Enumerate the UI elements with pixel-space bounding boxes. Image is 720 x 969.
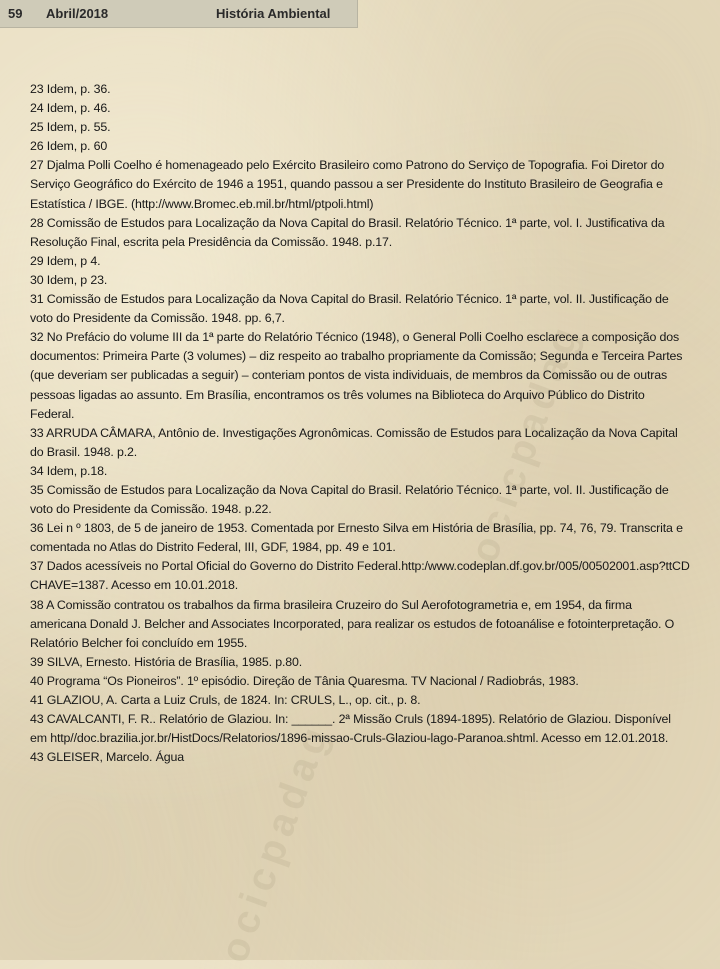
footnote: 38 A Comissão contratou os trabalhos da firma brasileira Cruzeiro do Sul Aerofotogrametria e, em 1954, da firma americana Donald J. Belcher and Associates Incorporated, para realizar os estudos de fotoanálise e fotointerpretação. O Relatório Belcher foi concluído em 1955. [30, 597, 675, 650]
footnote: 33 ARRUDA CÂMARA, Antônio de. Investigações Agronômicas. Comissão de Estudos para Localização da Nova Capital do Brasil. 1948. p.2. [30, 425, 678, 459]
footnote: 32 No Prefácio do volume III da 1ª parte do Relatório Técnico (1948), o General Polli Coelho esclarece a composição dos documentos: Primeira Parte (3 volumes) – diz respeito ao trabalho propriamente da Comissão; Segunda e Terceira Partes (que deveriam ser publicadas a seguir) – conteriam pontos de vista individuais, de membros da Comissão ou de outras pessoas ligadas ao assunto. Em Brasília, encontramos os três volumes na Biblioteca do Arquivo Público do Distrito Federal. [30, 330, 683, 421]
footnote: 30 Idem, p 23. [30, 272, 108, 287]
footnote: 27 Djalma Polli Coelho é homenageado pelo Exército Brasileiro como Patrono do Serviço de Topografia. Foi Diretor do Serviço Geográfico do Exército de 1946 a 1951, quando passou a ser Presidente do Instituto Brasileiro de Geografia e Estatística / IBGE. (http://www.Bromec.eb.mil.br/html/ptpoli.html) [30, 158, 665, 211]
footnote: 39 SILVA, Ernesto. História de Brasília, 1985. p.80. [30, 654, 303, 669]
footnote: 23 Idem, p. 36. [30, 82, 111, 96]
footnotes-list [30, 80, 690, 767]
footnote: 40 Programa “Os Pioneiros”. 1º episódio. Direção de Tânia Quaresma. TV Nacional / Radiobrás, 1983. [30, 673, 579, 688]
footnote: 31 Comissão de Estudos para Localização da Nova Capital do Brasil. Relatório Técnico. 1ª parte, vol. II. Justificação de voto do Presidente da Comissão. 1948. pp. 6,7. [30, 292, 669, 326]
section-title: História Ambiental [216, 6, 331, 21]
footnote: 34 Idem, p.18. [30, 463, 108, 478]
footnote: 29 Idem, p 4. [30, 253, 101, 268]
background-watermark: ocicpadag [461, 316, 590, 569]
background-watermark: ocicpadag [211, 716, 340, 969]
footnote: 25 Idem, p. 55. [30, 120, 111, 135]
footnote: 36 Lei n º 1803, de 5 de janeiro de 1953. Comentada por Ernesto Silva em História de Brasília, pp. 74, 76, 79. Transcrita e comentada no Atlas do Distrito Federal, III, GDF, 1984, pp. 49 e 101. [30, 521, 683, 555]
footnote: 43 GLEISER, Marcelo. Água [30, 750, 184, 765]
footnote: 37 Dados acessíveis no Portal Oficial do Governo do Distrito Federal.http:/www.codeplan.df.gov.br/005/00502001.asp?ttCD CHAVE=1387. Acesso em 10.01.2018. [30, 559, 690, 593]
page-number: 59 [8, 6, 23, 21]
footnote: 24 Idem, p. 46. [30, 101, 111, 116]
footnote: 43 CAVALCANTI, F. R.. Relatório de Glaziou. In: ______. 2ª Missão Cruls (1894-1895). Relatório de Glaziou. Disponível em http//doc.brazilia.jor.br/HistDocs/Relatorios/1896-missao-Cruls-Glaziou-lago-Paranoa.shtml. Acesso em 12.01.2018. [30, 712, 671, 746]
footnote: 26 Idem, p. 60 [30, 139, 108, 154]
page-header [0, 0, 358, 28]
footnote: 28 Comissão de Estudos para Localização da Nova Capital do Brasil. Relatório Técnico. 1ª parte, vol. I. Justificativa da Resolução Final, escrita pela Presidência da Comissão. 1948. p.17. [30, 215, 665, 249]
footnote: 35 Comissão de Estudos para Localização da Nova Capital do Brasil. Relatório Técnico. 1ª parte, vol. II. Justificação de voto do Presidente da Comissão. 1948. p.22. [30, 482, 669, 517]
issue-date: Abril/2018 [46, 6, 109, 21]
footnote: 41 GLAZIOU, A. Carta a Luiz Cruls, de 1824. In: CRULS, L., op. cit., p. 8. [30, 693, 421, 707]
